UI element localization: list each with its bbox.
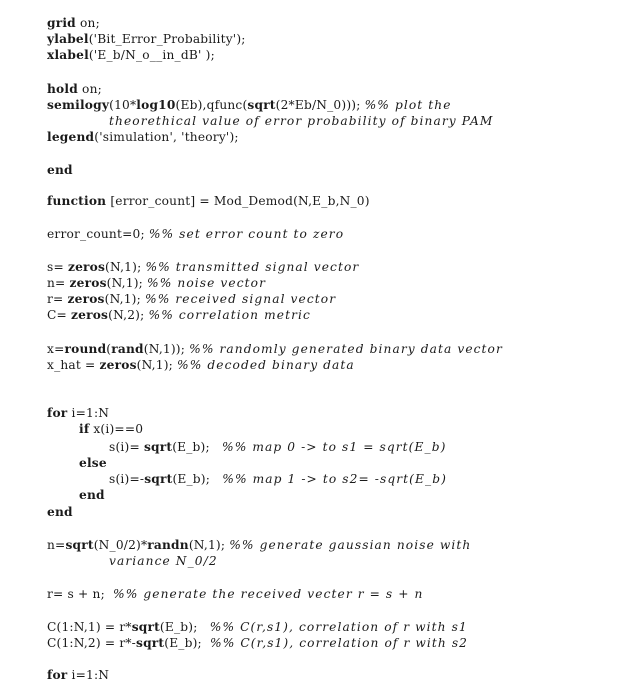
code-line: [79, 456, 107, 471]
code-keyword: zeros: [69, 276, 107, 290]
code-line: [47, 130, 239, 145]
code-comment: theorethical value of error probability of binary PAM: [109, 114, 494, 128]
code-comment: %% plot the: [364, 98, 452, 112]
code-keyword: sqrt: [144, 472, 173, 486]
code-keyword: sqrt: [136, 636, 165, 650]
code-text: on;: [75, 16, 100, 30]
code-keyword: function: [47, 194, 107, 208]
code-keyword: zeros: [67, 292, 105, 306]
code-line: [109, 472, 447, 487]
code-keyword: hold: [47, 82, 78, 96]
code-line: [47, 163, 73, 178]
code-comment: %% generate the received vecter r = s + n: [113, 587, 424, 601]
code-line: [47, 636, 468, 651]
code-text: [error_count] = Mod_Demod(N,E_b,N_0): [106, 194, 370, 208]
code-text: (E_b);: [164, 636, 211, 650]
code-text: on;: [77, 82, 102, 96]
code-line: [47, 292, 336, 307]
code-keyword: end: [47, 505, 73, 519]
code-line: [79, 488, 105, 503]
code-comment: %% set error count to zero: [148, 227, 345, 241]
code-line: [47, 32, 246, 47]
code-keyword: xlabel: [47, 48, 89, 62]
code-comment: %% C(r,s1), correlation of r with s2: [210, 636, 469, 650]
code-text: (Eb),qfunc(: [175, 98, 248, 112]
code-keyword: grid: [47, 16, 76, 30]
code-line: [79, 422, 143, 437]
code-text: (N,2);: [108, 308, 149, 322]
code-text: r= s + n;: [47, 587, 114, 601]
code-keyword: sqrt: [143, 440, 173, 454]
code-text: error_count=0;: [47, 227, 149, 241]
code-text: (N,1);: [104, 292, 146, 306]
code-text: (N,1);: [106, 276, 148, 290]
code-keyword: sqrt: [247, 98, 276, 112]
code-keyword: for: [47, 668, 68, 682]
code-text: ('E_b/N_o__in_dB' );: [88, 48, 215, 62]
code-line: [47, 406, 109, 421]
code-text: (10*: [109, 98, 137, 112]
code-keyword: round: [64, 342, 107, 356]
code-comment: variance N_0/2: [109, 554, 218, 568]
code-line: [47, 358, 355, 373]
code-comment: %% transmitted signal vector: [145, 260, 360, 274]
code-text: n=: [47, 276, 70, 290]
code-line: [47, 194, 370, 209]
code-keyword: end: [47, 163, 73, 177]
code-keyword: randn: [147, 538, 189, 552]
code-text: (E_b);: [172, 440, 223, 454]
code-comment: %% map 0 -> to s1 = sqrt(E_b): [222, 440, 447, 454]
code-text: i=1:N: [67, 406, 110, 420]
code-text: C(1:N,1) = r*: [47, 620, 132, 634]
code-text: (E_b);: [172, 472, 223, 486]
code-keyword: for: [47, 406, 68, 420]
code-comment: %% noise vector: [147, 276, 266, 290]
code-line: [47, 308, 311, 323]
code-text: n=: [47, 538, 66, 552]
code-text: (N,1);: [188, 538, 230, 552]
code-line: [47, 82, 102, 97]
code-text: C=: [47, 308, 72, 322]
code-line: [47, 98, 452, 113]
code-comment: %% correlation metric: [148, 308, 311, 322]
code-text: C(1:N,2) = r*-: [47, 636, 137, 650]
code-line: [47, 48, 215, 63]
code-keyword: end: [79, 488, 105, 502]
code-comment: %% generate gaussian noise with: [229, 538, 472, 552]
code-keyword: sqrt: [131, 620, 160, 634]
code-text: (N_0/2)*: [93, 538, 148, 552]
code-line: [47, 668, 109, 683]
code-text: ('simulation', 'theory');: [94, 130, 239, 144]
code-keyword: legend: [47, 130, 95, 144]
code-text: (: [106, 342, 112, 356]
code-comment: %% received signal vector: [145, 292, 337, 306]
code-line: [47, 587, 423, 602]
code-text: (N,1);: [105, 260, 146, 274]
code-text: x(i)==0: [89, 422, 144, 436]
code-keyword: zeros: [67, 260, 106, 274]
code-line: [109, 114, 493, 129]
code-text: x_hat =: [47, 358, 100, 372]
code-line: [47, 276, 266, 291]
code-line: [47, 538, 471, 553]
code-text: x=: [47, 342, 65, 356]
code-text: (N,1);: [136, 358, 178, 372]
code-keyword: semilogy: [47, 98, 110, 112]
code-text: i=1:N: [67, 668, 110, 682]
code-comment: %% decoded binary data: [177, 358, 355, 372]
code-line: [47, 260, 359, 275]
code-keyword: if: [79, 422, 90, 436]
code-text: s(i)=: [109, 440, 144, 454]
code-line: [109, 554, 218, 569]
code-comment: %% randomly generated binary data vector: [189, 342, 503, 356]
code-line: [47, 16, 100, 31]
code-text: ('Bit_Error_Probability');: [88, 32, 246, 46]
code-line: [47, 342, 503, 357]
code-line: [47, 227, 344, 242]
code-line: [47, 505, 73, 520]
code-line: [109, 440, 446, 455]
code-text: (E_b);: [159, 620, 210, 634]
code-keyword: log10: [136, 98, 176, 112]
code-comment: %% C(r,s1), correlation of r with s1: [209, 620, 468, 634]
code-keyword: ylabel: [47, 32, 89, 46]
code-keyword: zeros: [71, 308, 109, 322]
code-line: [47, 620, 468, 635]
code-comment: %% map 1 -> to s2= -sqrt(E_b): [222, 472, 447, 486]
code-keyword: zeros: [99, 358, 137, 372]
code-text: s(i)=-: [109, 472, 145, 486]
code-text: s=: [47, 260, 68, 274]
code-text: (N,1));: [143, 342, 190, 356]
code-keyword: else: [79, 456, 107, 470]
code-text: (2*Eb/N_0)));: [275, 98, 365, 112]
code-keyword: rand: [111, 342, 144, 356]
code-text: r=: [47, 292, 68, 306]
code-keyword: sqrt: [65, 538, 94, 552]
